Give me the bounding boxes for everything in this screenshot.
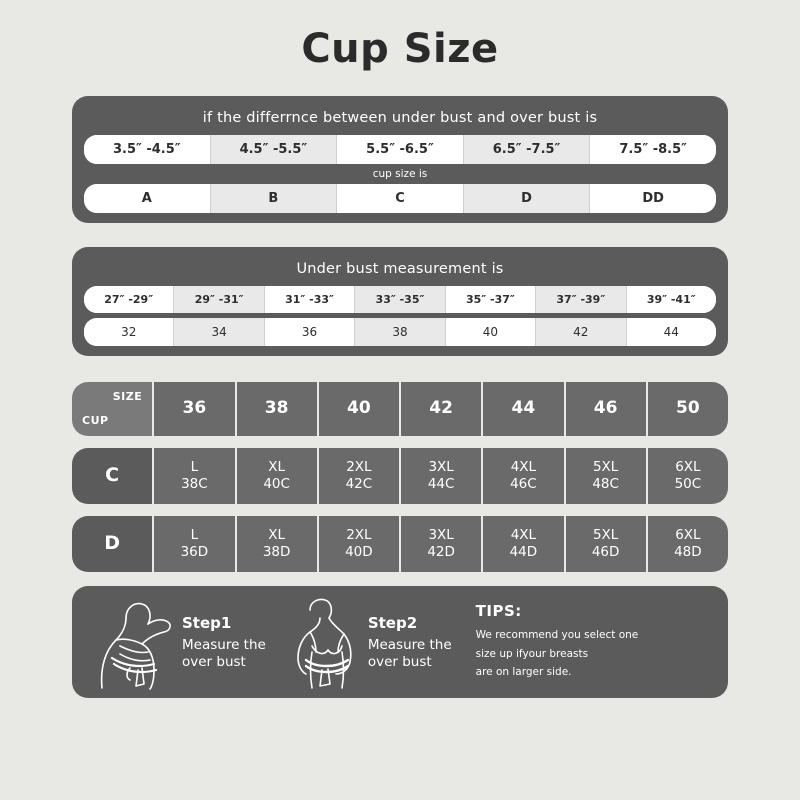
table-cell: 33″ -35″ [355, 286, 445, 313]
matrix-cell-size: 3XL [428, 527, 454, 544]
matrix-corner-cell [72, 382, 154, 436]
band-size-row [84, 318, 716, 346]
step-1-desc-line2: over bust [182, 653, 246, 670]
table-cell: 40 [446, 318, 536, 346]
matrix-cell [319, 448, 401, 504]
measure-over-bust-figure-icon [90, 594, 176, 690]
matrix-cell-size: L [190, 459, 199, 476]
matrix-cell-size: 2XL [346, 459, 372, 476]
matrix-cell-code: 44D [509, 544, 538, 560]
table-cell: 7.5″ -8.5″ [590, 135, 716, 164]
matrix-size-header: 46 [566, 382, 648, 436]
matrix-cell [154, 516, 236, 572]
matrix-cell-code: 40C [263, 476, 290, 492]
matrix-cell-code: 36D [180, 544, 209, 560]
matrix-size-header: 44 [483, 382, 565, 436]
cup-size-panel [72, 96, 728, 223]
cup-panel-heading: if the differrnce between under bust and over bust is [202, 110, 598, 126]
matrix-cell-code: 38D [262, 544, 291, 560]
step-1 [90, 594, 266, 690]
matrix-cell-code: 40D [345, 544, 373, 560]
table-cell: 27″ -29″ [84, 286, 174, 313]
table-cell: A [84, 184, 211, 213]
table-cell: 38 [355, 318, 445, 346]
matrix-cell-size: 3XL [428, 459, 454, 476]
matrix-cell [566, 448, 648, 504]
under-bust-panel [72, 247, 728, 356]
matrix-cell [648, 516, 728, 572]
step-2-title: Step2 [367, 613, 418, 632]
matrix-cell-size: 4XL [510, 527, 537, 544]
table-cell: 44 [627, 318, 716, 346]
matrix-cell-size: 6XL [675, 527, 701, 544]
table-cell: 32 [84, 318, 174, 346]
band-panel-heading: Under bust measurement is [296, 261, 504, 277]
step-2-desc-line2: over bust [367, 653, 432, 670]
size-cup-matrix [72, 382, 728, 572]
matrix-cell-size: 5XL [592, 527, 619, 544]
table-cell: 35″ -37″ [446, 286, 536, 313]
matrix-cup-label: C [72, 448, 154, 504]
table-cell: 37″ -39″ [536, 286, 626, 313]
matrix-cell [648, 448, 728, 504]
table-cell: DD [590, 184, 716, 213]
matrix-cell-size: XL [268, 459, 286, 476]
matrix-cell-code: 42C [345, 476, 373, 492]
matrix-cell [483, 448, 565, 504]
cup-difference-row [84, 135, 716, 164]
matrix-size-header: 50 [648, 382, 728, 436]
matrix-cell-size: XL [268, 527, 286, 544]
matrix-row-c [72, 448, 728, 504]
page-title: Cup Size [301, 26, 499, 72]
tips-block [476, 602, 712, 681]
matrix-row-d [72, 516, 728, 572]
table-cell: 4.5″ -5.5″ [211, 135, 338, 164]
matrix-cell [154, 448, 236, 504]
cup-letter-row [84, 184, 716, 213]
matrix-cell [237, 516, 319, 572]
matrix-cell [319, 516, 401, 572]
matrix-cell-code: 50C [674, 476, 702, 492]
corner-cup-label: CUP [82, 414, 109, 428]
table-cell: C [337, 184, 464, 213]
under-bust-range-row [84, 286, 716, 313]
table-cell: 3.5″ -4.5″ [84, 135, 211, 164]
table-cell: 34 [174, 318, 264, 346]
matrix-cup-label: D [72, 516, 154, 572]
matrix-size-header: 42 [401, 382, 483, 436]
matrix-cell-code: 42D [427, 544, 455, 560]
cup-panel-subheading: cup size is [372, 168, 428, 180]
measure-under-bust-figure-icon [276, 594, 362, 690]
table-cell: 42 [536, 318, 626, 346]
matrix-header-row [72, 382, 728, 436]
matrix-cell [566, 516, 648, 572]
matrix-size-header: 36 [154, 382, 236, 436]
matrix-cell-code: 46C [510, 476, 537, 492]
matrix-cell-code: 48D [674, 544, 702, 560]
measure-steps-panel [72, 586, 728, 698]
matrix-cell-code: 48C [592, 476, 619, 492]
step-1-title: Step1 [182, 613, 232, 632]
step-2 [276, 594, 452, 690]
matrix-cell-code: 38C [181, 476, 208, 492]
tips-line-2: size up ifyour breasts [475, 647, 589, 660]
matrix-size-header: 38 [237, 382, 319, 436]
table-cell: 31″ -33″ [265, 286, 355, 313]
matrix-cell [401, 448, 483, 504]
table-cell: D [464, 184, 591, 213]
corner-size-label: SIZE [112, 390, 143, 403]
tips-line-3: are on larger side. [475, 666, 572, 679]
matrix-cell [237, 448, 319, 504]
tips-title: TIPS: [475, 602, 522, 621]
matrix-cell-code: 46D [591, 544, 620, 560]
matrix-cell-size: 2XL [346, 527, 372, 544]
matrix-size-header: 40 [319, 382, 401, 436]
matrix-cell-size: L [190, 527, 199, 544]
step-1-desc-line1: Measure the [182, 636, 266, 653]
matrix-cell-code: 44C [427, 476, 455, 492]
table-cell: 29″ -31″ [174, 286, 264, 313]
table-cell: 36 [265, 318, 355, 346]
matrix-cell [483, 516, 565, 572]
table-cell: 5.5″ -6.5″ [337, 135, 464, 164]
step-2-desc-line1: Measure the [367, 636, 452, 653]
matrix-cell [401, 516, 483, 572]
matrix-cell-size: 5XL [592, 459, 619, 476]
table-cell: 39″ -41″ [627, 286, 716, 313]
matrix-cell-size: 6XL [675, 459, 701, 476]
matrix-cell-size: 4XL [510, 459, 537, 476]
tips-line-1: We recommend you select one [475, 629, 639, 642]
table-cell: 6.5″ -7.5″ [464, 135, 591, 164]
table-cell: B [211, 184, 338, 213]
